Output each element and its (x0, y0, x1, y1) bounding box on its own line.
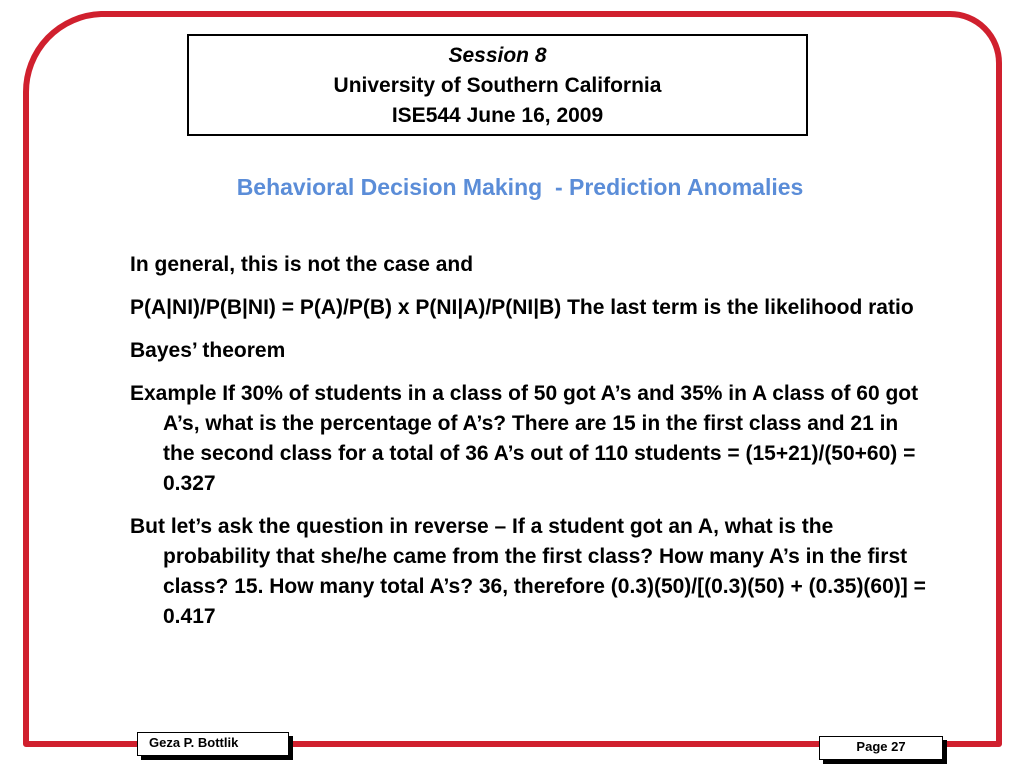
course-date-label: ISE544 June 16, 2009 (391, 104, 604, 127)
footer-author-box (137, 732, 289, 756)
page-number: Page 27 (856, 739, 906, 754)
paragraph: But let’s ask the question in reverse – If a student got an A, what is the probability that she/he came from the first class? How many A’s in the first class? 15. How many total A’s? 36, therefore (0.3)(50)/[(0.3)(50) + (0.35)(60)] = 0.417 (130, 515, 926, 628)
slide-body (130, 250, 930, 645)
paragraph: Example If 30% of students in a class of 50 got A’s and 35% in A class of 60 got A’s, what is the percentage of A’s? There are 15 in the first class and 21 in the second class for a total of 36 A’s out of 110 students = (15+21)/(50+60) = 0.327 (130, 382, 919, 495)
session-label: Session 8 (448, 44, 547, 67)
paragraph: In general, this is not the case and (130, 253, 474, 276)
slide-title: Behavioral Decision Making - Prediction Anomalies (236, 174, 804, 200)
paragraph: P(A|NI)/P(B|NI) = P(A)/P(B) x P(NI|A)/P(NI|B) The last term is the likelihood ratio (130, 296, 914, 319)
header-box (187, 34, 808, 136)
author-label: Geza P. Bottlik (149, 735, 239, 750)
footer-page-box (819, 736, 943, 760)
paragraph: Bayes’ theorem (130, 339, 286, 362)
university-label: University of Southern California (333, 74, 662, 97)
